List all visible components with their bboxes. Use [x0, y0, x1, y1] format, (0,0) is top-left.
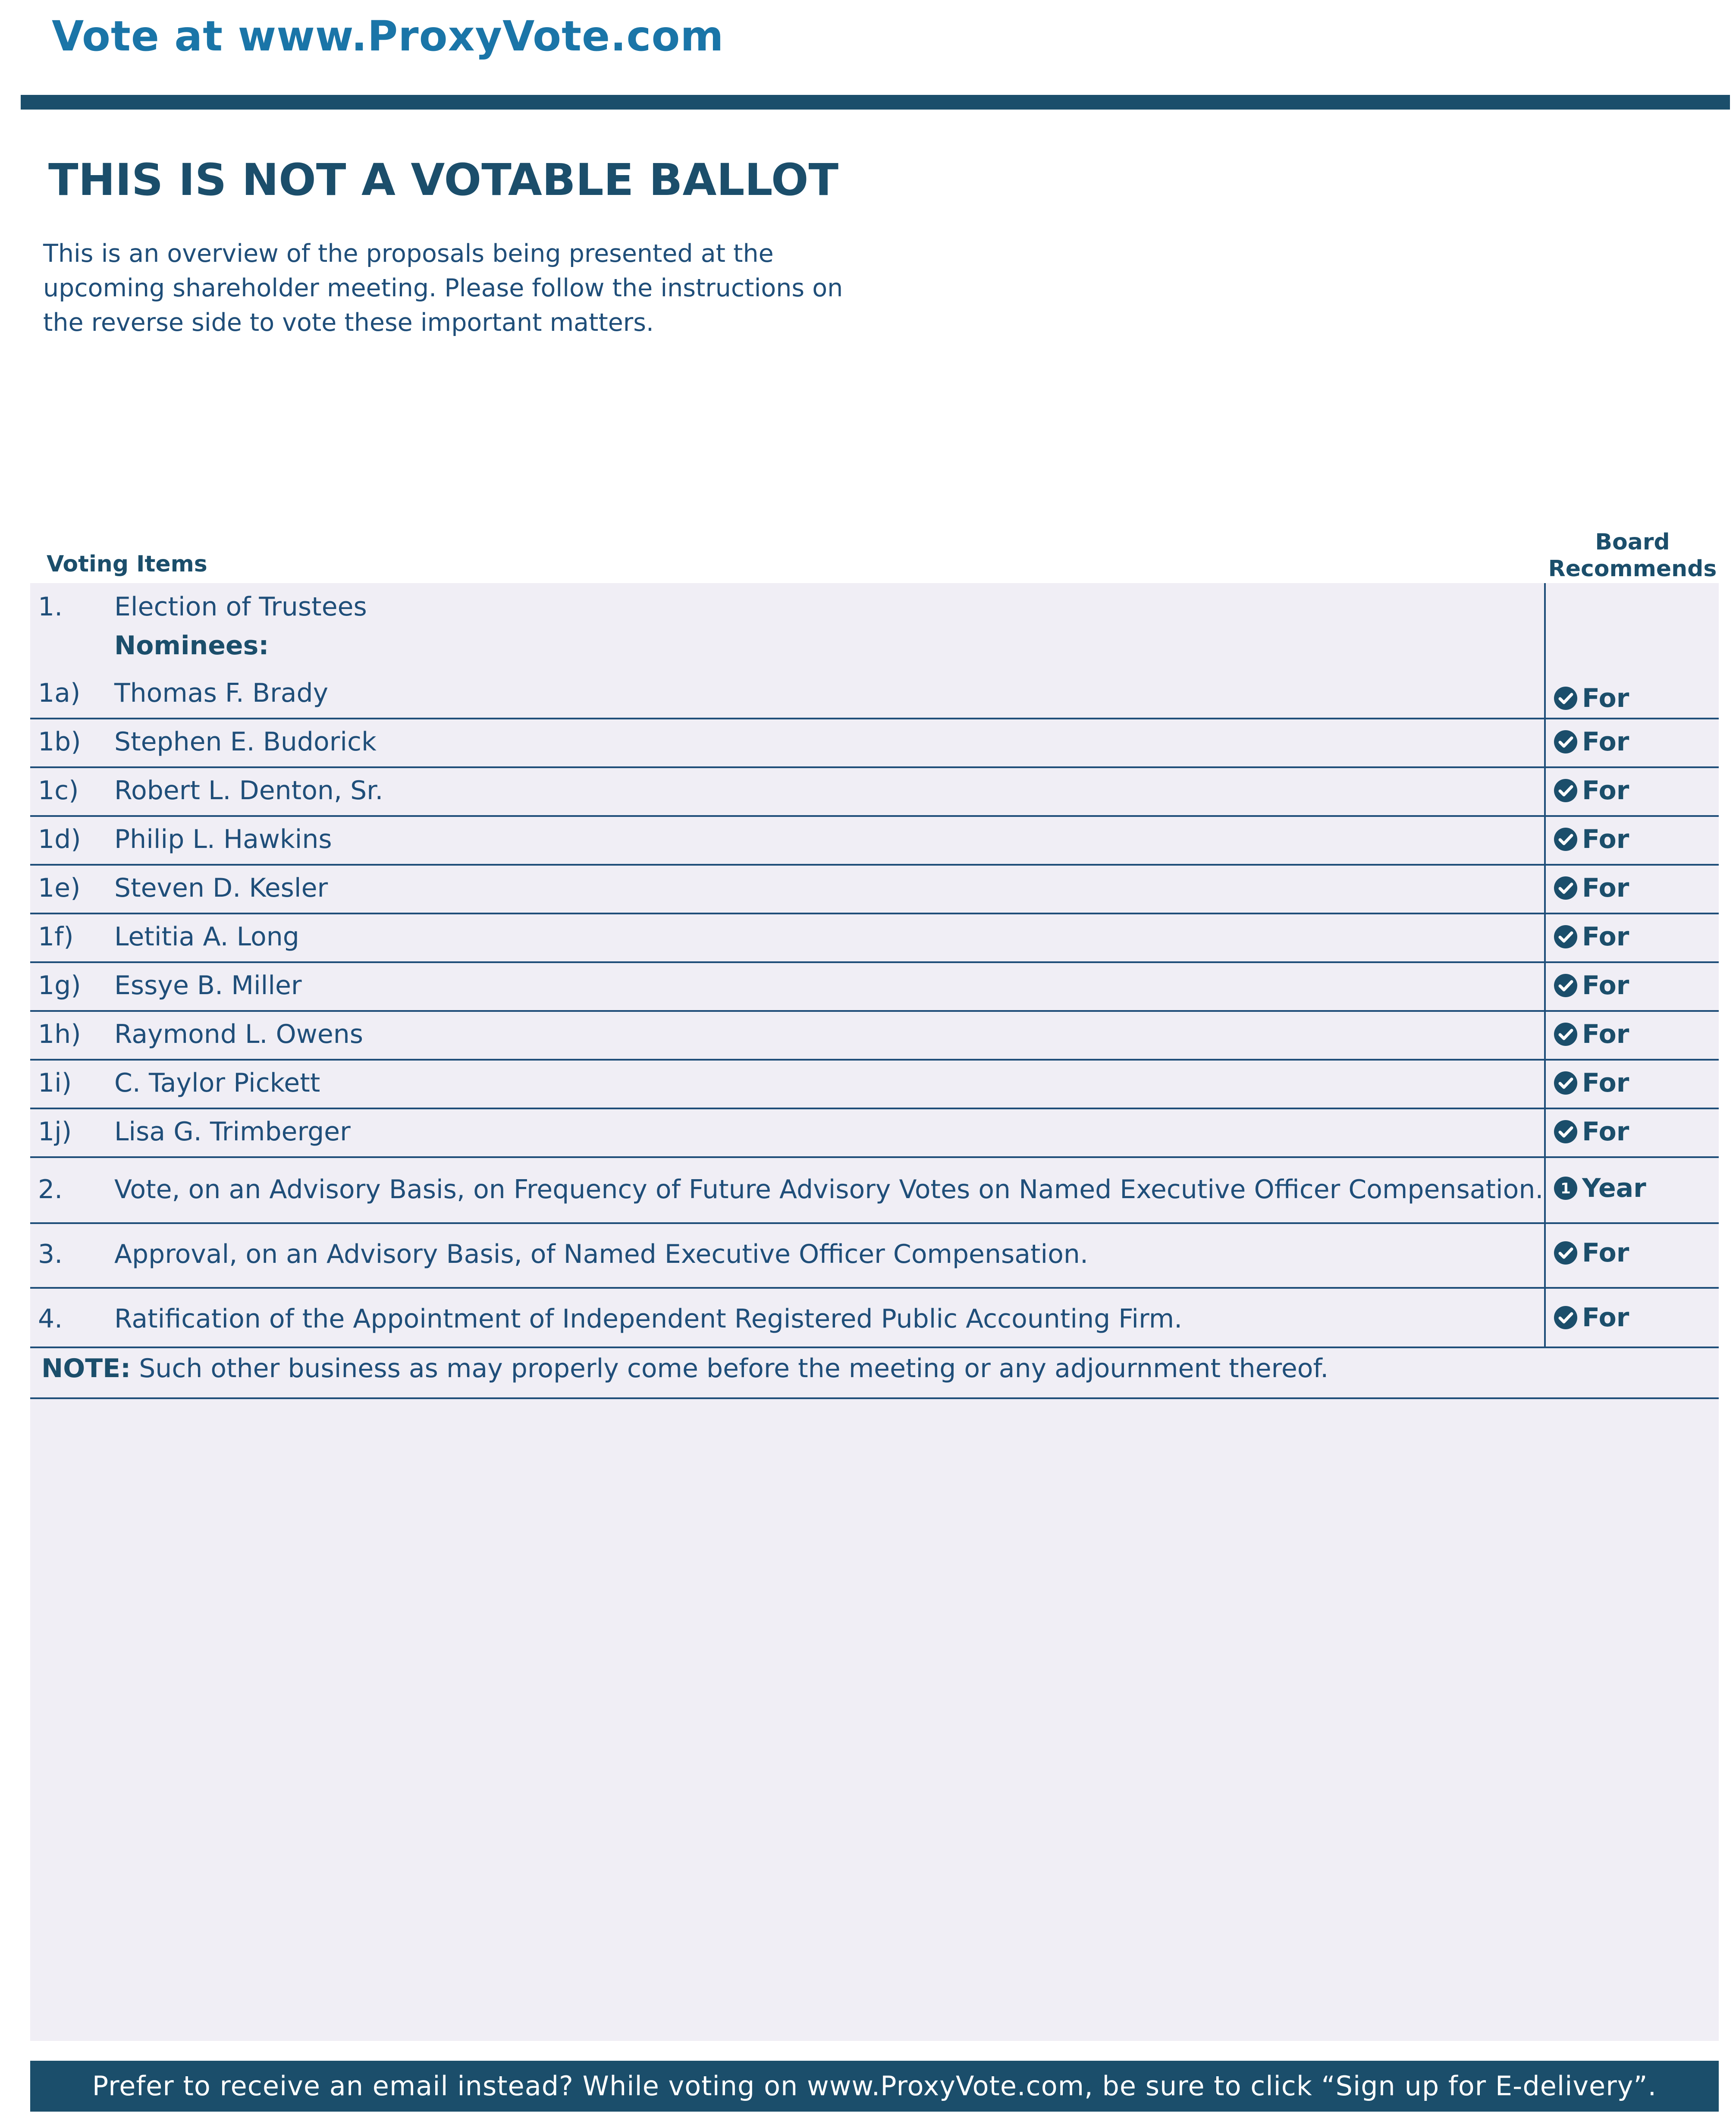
nominee-number: 1d): [38, 824, 81, 854]
board-recommends-header: [1535, 529, 1730, 582]
nominee-rec-label: For: [1582, 775, 1629, 806]
nominee-rec-label: For: [1582, 1117, 1629, 1147]
nominee-name: Stephen E. Budorick: [114, 727, 377, 757]
row-divider: [30, 1397, 1719, 1399]
proposal-2-recommendation: [1553, 1173, 1646, 1203]
check-circle-icon: [1553, 729, 1579, 755]
nominee-name: Thomas F. Brady: [114, 678, 329, 708]
nominee-recommendation: [1553, 824, 1629, 854]
nominee-name: Robert L. Denton, Sr.: [114, 775, 383, 806]
row-divider: [30, 1222, 1719, 1224]
check-circle-icon: [1553, 924, 1579, 950]
nominee-rec-label: For: [1582, 1019, 1629, 1049]
header-url[interactable]: Vote at www.ProxyVote.com: [52, 12, 724, 60]
nominee-rec-label: For: [1582, 922, 1629, 952]
check-circle-icon: [1553, 685, 1579, 711]
proposal-4-text: Ratification of the Appointment of Independent Registered Public Accounting Firm.: [114, 1304, 1183, 1334]
nominee-recommendation: [1553, 1117, 1629, 1147]
row-divider: [30, 1059, 1719, 1061]
check-circle-icon: [1553, 778, 1579, 804]
svg-text:1: 1: [1560, 1180, 1571, 1197]
check-circle-icon: [1553, 973, 1579, 998]
nominee-rec-label: For: [1582, 683, 1629, 713]
check-circle-icon: [1553, 826, 1579, 852]
note-text: Such other business as may properly come before the meeting or any adjournment thereof.: [131, 1353, 1329, 1384]
nominee-number: 1g): [38, 970, 81, 1001]
number-one-icon: [1553, 1175, 1579, 1201]
row-divider: [30, 961, 1719, 963]
check-circle-icon: [1553, 875, 1579, 901]
note-label: NOTE:: [41, 1353, 131, 1384]
row-divider: [30, 1347, 1719, 1348]
nominee-name: Letitia A. Long: [114, 922, 299, 952]
nominee-name: Raymond L. Owens: [114, 1019, 364, 1049]
nominee-name: Philip L. Hawkins: [114, 824, 332, 854]
nominee-name: C. Taylor Pickett: [114, 1068, 320, 1098]
voting-items-header: Voting Items: [47, 551, 207, 577]
nominee-number: 1i): [38, 1068, 72, 1098]
nominee-name: Lisa G. Trimberger: [114, 1117, 351, 1147]
proposal-3-text: Approval, on an Advisory Basis, of Named Executive Officer Compensation.: [114, 1239, 1089, 1269]
proposal-4-recommendation: [1553, 1303, 1629, 1333]
proposal-3-rec-label: For: [1582, 1238, 1629, 1268]
nominee-rec-label: For: [1582, 1068, 1629, 1098]
ballot-title: THIS IS NOT A VOTABLE BALLOT: [48, 154, 839, 206]
nominee-recommendation: [1553, 970, 1629, 1001]
nominee-recommendation: [1553, 922, 1629, 952]
nominee-recommendation: [1553, 1019, 1629, 1049]
nominee-name: Steven D. Kesler: [114, 873, 328, 903]
proposal-3-number: 3.: [38, 1239, 63, 1269]
nominee-rec-label: For: [1582, 824, 1629, 854]
nominee-number: 1a): [38, 678, 81, 708]
nominee-name: Essye B. Miller: [114, 970, 302, 1001]
board-header-line2: Recommends: [1548, 556, 1717, 582]
note: [41, 1353, 1328, 1384]
recommendation-column-divider: [1544, 583, 1546, 1347]
check-circle-icon: [1553, 1070, 1579, 1096]
nominee-recommendation: [1553, 683, 1629, 713]
row-divider: [30, 1156, 1719, 1158]
check-circle-icon: [1553, 1305, 1579, 1331]
nominee-rec-label: For: [1582, 970, 1629, 1001]
nominee-number: 1b): [38, 727, 81, 757]
proposal-3-recommendation: [1553, 1238, 1629, 1268]
footer-edelivery-banner: Prefer to receive an email instead? While voting on www.ProxyVote.com, be sure to click “Sign up for E-delivery”.: [30, 2061, 1719, 2112]
nominee-number: 1e): [38, 873, 81, 903]
row-divider: [30, 1108, 1719, 1109]
proposal-4-rec-label: For: [1582, 1303, 1629, 1333]
proposal-4-number: 4.: [38, 1304, 63, 1334]
proposal-2-text: Vote, on an Advisory Basis, on Frequency of Future Advisory Votes on Named Executive Officer Compensation.: [114, 1174, 1544, 1205]
row-divider: [30, 718, 1719, 719]
nominee-number: 1c): [38, 775, 79, 806]
nominee-recommendation: [1553, 775, 1629, 806]
row-divider: [30, 766, 1719, 768]
nominee-recommendation: [1553, 1068, 1629, 1098]
nominee-number: 1j): [38, 1117, 72, 1147]
row-divider: [30, 864, 1719, 866]
nominee-number: 1h): [38, 1019, 81, 1049]
row-divider: [30, 1287, 1719, 1289]
row-divider: [30, 913, 1719, 914]
nominee-rec-label: For: [1582, 873, 1629, 903]
check-circle-icon: [1553, 1119, 1579, 1145]
row-divider: [30, 815, 1719, 817]
nominee-recommendation: [1553, 873, 1629, 903]
nominee-rec-label: For: [1582, 727, 1629, 757]
item-1-number: 1.: [38, 592, 63, 622]
check-circle-icon: [1553, 1240, 1579, 1266]
item-1-text: Election of Trustees: [114, 592, 367, 622]
board-header-line1: Board: [1595, 529, 1670, 555]
nominees-label: Nominees:: [114, 631, 269, 661]
nominee-number: 1f): [38, 922, 74, 952]
proposal-2-rec-label: Year: [1582, 1173, 1646, 1203]
intro-text: This is an overview of the proposals being presented at the upcoming shareholder meeting. Please follow the instructions on the reverse side to vote these important matters.: [43, 239, 843, 337]
top-rule: [21, 95, 1730, 110]
check-circle-icon: [1553, 1021, 1579, 1047]
proposal-2-number: 2.: [38, 1174, 63, 1205]
nominee-recommendation: [1553, 727, 1629, 757]
row-divider: [30, 1010, 1719, 1012]
